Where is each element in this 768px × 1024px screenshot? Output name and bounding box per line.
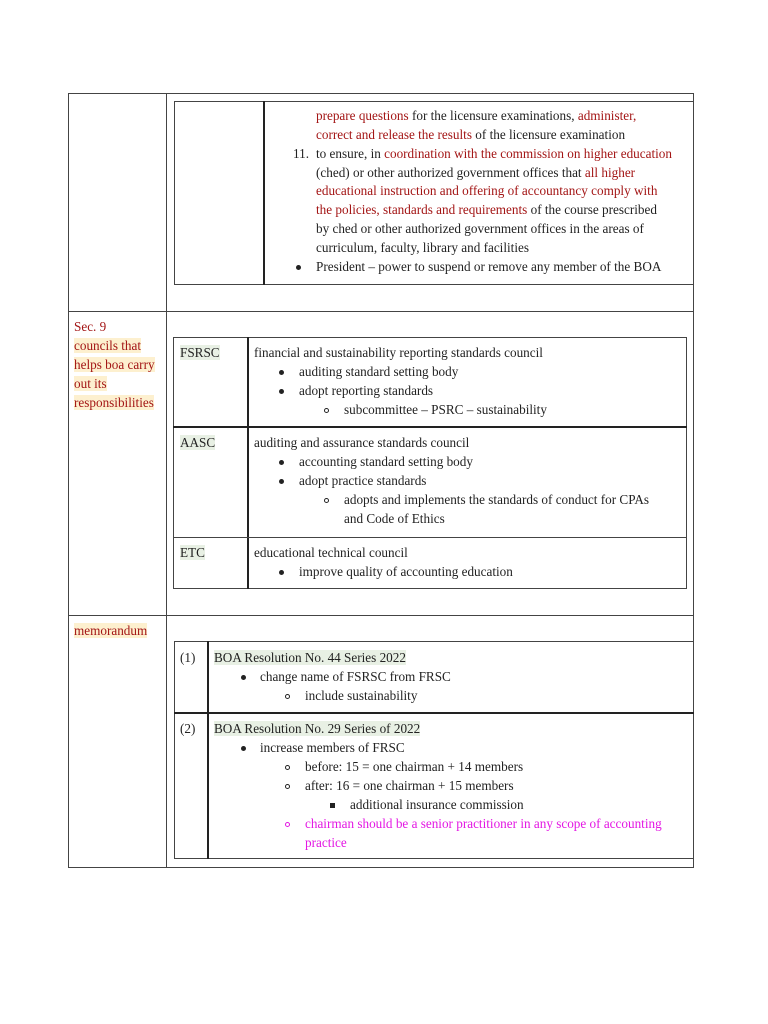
memorandum-label-text: memorandum <box>74 623 148 638</box>
resolution1-number: (1) <box>180 650 196 665</box>
outer-row-divider-1 <box>68 311 694 312</box>
item11-line1-red: coordination with the commission on higher education <box>384 146 672 161</box>
resolution2-sub2-circle-icon <box>285 784 290 789</box>
resolution2-sub3-circle-icon <box>285 822 290 827</box>
resolutions-col-divider <box>207 641 209 859</box>
item11-line5: by ched or other authorized government offices in the areas of <box>316 221 644 236</box>
resolution2-sub2: after: 16 = one chairman + 15 members <box>305 778 514 793</box>
etc-bullet1: improve quality of accounting education <box>299 564 513 579</box>
outer-column-divider <box>166 93 167 868</box>
sec9-desc-line4-text: responsibilities <box>74 395 154 410</box>
row1-nested-table-topline <box>174 93 694 94</box>
fsrsc-bullet1: auditing standard setting body <box>299 364 459 379</box>
aasc-sub1-circle-icon <box>324 498 329 503</box>
councils-col-divider <box>247 337 249 589</box>
item10-line2 <box>316 126 625 145</box>
sec9-desc-line3-text: out its <box>74 376 107 391</box>
etc-bullet1-icon <box>279 570 284 575</box>
resolution2-sub3-line2: practice <box>305 835 347 850</box>
resolution2-number: (2) <box>180 721 196 736</box>
president-bullet-icon <box>296 265 301 270</box>
resolution1-bullet1-icon <box>241 675 246 680</box>
aasc-sub1-line2: and Code of Ethics <box>344 511 445 526</box>
resolution2-subsub1: additional insurance commission <box>350 797 524 812</box>
aasc-bullet2-icon <box>279 479 284 484</box>
item11-line1-text: to ensure, in <box>316 146 385 161</box>
resolution2-sub1-circle-icon <box>285 765 290 770</box>
sec9-desc-line2 <box>74 356 155 375</box>
aasc-bullet1-icon <box>279 460 284 465</box>
resolution1-sub1-circle-icon <box>285 694 290 699</box>
etc-code-text: ETC <box>180 545 205 560</box>
item11-line4 <box>316 201 657 220</box>
resolution2-sub3-line1: chairman should be a senior practitioner in any scope of accounting <box>305 816 662 831</box>
aasc-bullet2: adopt practice standards <box>299 473 427 488</box>
resolution2-title-text: BOA Resolution No. 29 Series of 2022 <box>214 721 421 736</box>
row1-nested-divider <box>263 101 265 285</box>
aasc-code <box>180 434 215 453</box>
fsrsc-sub1: subcommittee – PSRC – sustainability <box>344 402 547 417</box>
memorandum-label <box>74 622 147 641</box>
fsrsc-code <box>180 344 220 363</box>
item11-line4-text: of the course prescribed <box>527 202 657 217</box>
resolution2-sub1: before: 15 = one chairman + 14 members <box>305 759 524 774</box>
item10-line1-text: for the licensure examinations, <box>408 108 578 123</box>
fsrsc-bullet2: adopt reporting standards <box>299 383 434 398</box>
councils-row-divider-2 <box>173 537 687 538</box>
fsrsc-code-text: FSRSC <box>180 345 220 360</box>
item11-line6: curriculum, faculty, library and facilities <box>316 240 529 255</box>
resolutions-row-divider <box>174 712 694 714</box>
item10-line1-red2: administer, <box>577 108 637 123</box>
president-line: President – power to suspend or remove any member of the BOA <box>316 259 662 274</box>
fsrsc-name: financial and sustainability reporting standards council <box>254 345 543 360</box>
resolution1-title-text: BOA Resolution No. 44 Series 2022 <box>214 650 406 665</box>
sec9-label: Sec. 9 <box>74 319 107 334</box>
fsrsc-bullet1-icon <box>279 370 284 375</box>
fsrsc-bullet2-icon <box>279 389 284 394</box>
aasc-bullet1: accounting standard setting body <box>299 454 473 469</box>
resolution2-bullet1-icon <box>241 746 246 751</box>
sec9-desc-line4 <box>74 394 154 413</box>
sec9-desc-line3 <box>74 375 107 394</box>
sec9-desc-line2-text: helps boa carry <box>74 357 155 372</box>
aasc-code-text: AASC <box>180 435 216 450</box>
item10-line2-red: correct and release the results <box>316 127 472 142</box>
resolution1-bullet1: change name of FSRSC from FRSC <box>260 669 451 684</box>
etc-name: educational technical council <box>254 545 408 560</box>
aasc-sub1-line1: adopts and implements the standards of conduct for CPAs <box>344 492 649 507</box>
item11-line1 <box>316 145 672 164</box>
fsrsc-sub1-circle-icon <box>324 408 329 413</box>
item11-line2-text: (ched) or other authorized government offices that <box>316 165 585 180</box>
item11-line2 <box>316 164 635 183</box>
outer-row-divider-2 <box>68 615 694 616</box>
sec9-desc-line1-text: councils that <box>74 338 142 353</box>
item10-line1-red: prepare questions <box>316 108 409 123</box>
item10-line2-text: of the licensure examination <box>471 127 626 142</box>
etc-code <box>180 544 205 563</box>
item11-line4-red: the policies, standards and requirements <box>316 202 528 217</box>
councils-row-divider-1 <box>173 426 687 428</box>
sec9-desc-line1 <box>74 337 141 356</box>
item11-line2-red: all higher <box>584 165 636 180</box>
item11-number: 11. <box>293 146 309 161</box>
resolution1-sub1: include sustainability <box>305 688 418 703</box>
resolution2-title <box>214 720 420 739</box>
resolution1-title <box>214 649 406 668</box>
resolution2-subsub1-square-icon <box>330 803 335 808</box>
item11-line3: educational instruction and offering of accountancy comply with <box>316 183 658 198</box>
resolution2-bullet1: increase members of FRSC <box>260 740 405 755</box>
aasc-name: auditing and assurance standards council <box>254 435 470 450</box>
item10-line1 <box>316 107 636 126</box>
